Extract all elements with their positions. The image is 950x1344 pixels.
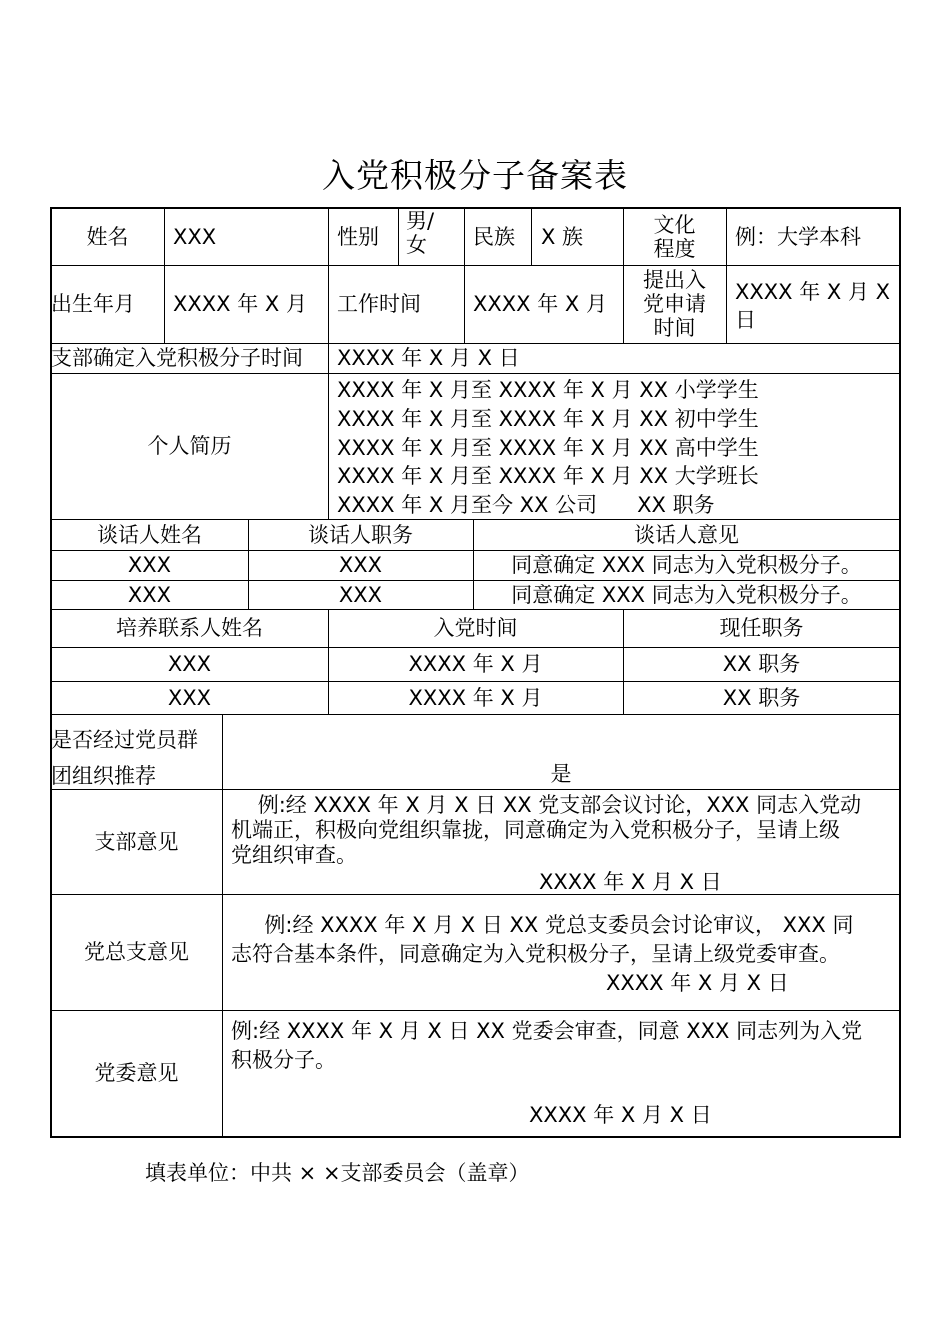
resume-line: XXXX 年 X 月至 XXXX 年 X 月 XX 小学学生	[337, 378, 759, 402]
apply-time-label-line: 提出入	[643, 268, 706, 292]
apply-time-label-line: 时间	[653, 316, 696, 340]
opinion-date: XXXX 年 X 月 X 日	[529, 1103, 712, 1127]
resume-label: 个人简历	[147, 434, 232, 458]
col-divider	[164, 209, 165, 343]
talk-cell: XXX	[127, 582, 172, 607]
contact-cell: XXXX 年 X 月	[408, 652, 543, 676]
resume-list	[337, 376, 897, 516]
contact-header-time: 入党时间	[433, 616, 518, 640]
apply-time-value-line: 日	[735, 308, 756, 332]
recommend-label-line: 是否经过党员群	[51, 728, 198, 752]
committee-opinion-text	[231, 1017, 900, 1073]
resume-line: XXXX 年 X 月至 XXXX 年 X 月 XX 初中学生	[337, 406, 759, 431]
education-label-line: 程度	[653, 237, 696, 261]
apply-time-value	[735, 278, 900, 338]
opinion-line: 积极分子。	[231, 1048, 336, 1072]
opinion-line: 例:经 XXXX 年 X 月 X 日 XX 党支部会议讨论，XXX 同志入党动	[231, 793, 862, 817]
talk-header-opinion: 谈话人意见	[634, 522, 739, 547]
resume-line: XXXX 年 X 月至 XXXX 年 X 月 XX 大学班长	[337, 464, 759, 489]
talk-cell: XXX	[338, 553, 383, 577]
gender-value-line: 男/	[406, 209, 435, 233]
opinion-date: XXXX 年 X 月 X 日	[606, 971, 789, 995]
apply-time-value-line: XXXX 年 X 月 X	[735, 280, 891, 304]
talk-cell: 同意确定 XXX 同志为入党积极分子。	[511, 553, 862, 577]
contact-header-position: 现任职务	[719, 616, 804, 640]
general-branch-opinion-label: 党总支意见	[84, 940, 189, 964]
talk-cell: XXX	[127, 553, 172, 577]
recommend-value: 是	[550, 762, 572, 786]
page-title: 入党积极分子备案表	[322, 156, 628, 195]
work-time-value: XXXX 年 X 月	[473, 292, 607, 316]
contact-cell: XX 职务	[722, 685, 801, 710]
apply-time-label-line: 党申请	[643, 292, 706, 316]
gender-value-line: 女	[406, 233, 427, 257]
recommend-label	[51, 722, 222, 786]
opinion-line: 例:经 XXXX 年 X 月 X 日 XX 党总支委员会讨论审议， XXX 同	[231, 913, 854, 937]
education-label-line: 文化	[653, 213, 696, 237]
ethnic-label: 民族	[473, 225, 515, 249]
talk-header-position: 谈话人职务	[308, 522, 413, 547]
apply-time-label	[623, 265, 726, 343]
name-value: XXX	[173, 225, 217, 249]
contact-header-name: 培养联系人姓名	[116, 616, 263, 640]
filling-unit: 填表单位：中共 × ×支部委员会（盖章）	[145, 1161, 530, 1185]
confirm-time-value: XXXX 年 X 月 X 日	[337, 346, 520, 370]
talk-header-name: 谈话人姓名	[97, 522, 202, 547]
opinion-line: 党组织审查。	[231, 843, 357, 867]
birth-label: 出生年月	[51, 292, 135, 316]
row-divider	[51, 714, 900, 715]
work-time-label: 工作时间	[337, 292, 421, 316]
talk-cell: XXX	[338, 582, 383, 607]
resume-line: XXXX 年 X 月至今 XX 公司 XX 职务	[337, 493, 715, 518]
resume-line: XXXX 年 X 月至 XXXX 年 X 月 XX 高中学生	[337, 435, 759, 460]
confirm-time-label: 支部确定入党积极分子时间	[51, 346, 303, 370]
branch-opinion-text	[231, 793, 900, 893]
gender-value	[406, 209, 464, 265]
col-divider	[464, 209, 465, 343]
contact-cell: XX 职务	[722, 652, 801, 676]
contact-cell: XXX	[167, 652, 212, 676]
ethnic-value: X 族	[541, 225, 584, 249]
name-label: 姓名	[86, 225, 129, 249]
opinion-line: 机端正，积极向党组织靠拢，同意确定为入党积极分子，呈请上级	[231, 818, 840, 842]
opinion-date: XXXX 年 X 月 X 日	[539, 870, 722, 894]
education-label	[623, 209, 726, 265]
birth-value: XXXX 年 X 月	[173, 292, 307, 316]
col-divider	[398, 209, 399, 265]
opinion-line: 志符合基本条件，同意确定为入党积极分子，呈请上级党委审查。	[231, 942, 840, 966]
opinion-line: 例:经 XXXX 年 X 月 X 日 XX 党委会审查，同意 XXX 同志列为入党	[231, 1019, 863, 1043]
contact-cell: XXXX 年 X 月	[408, 685, 543, 710]
education-value: 例：大学本科	[735, 225, 861, 249]
col-divider	[726, 209, 727, 343]
col-divider	[531, 209, 532, 265]
contact-cell: XXX	[167, 685, 212, 710]
recommend-label-line: 团组织推荐	[51, 764, 156, 788]
general-branch-opinion-text	[231, 911, 900, 1007]
col-divider	[328, 209, 329, 519]
branch-opinion-label: 支部意见	[94, 829, 179, 854]
talk-cell: 同意确定 XXX 同志为入党积极分子。	[511, 582, 862, 607]
gender-label: 性别	[337, 225, 379, 249]
committee-opinion-label: 党委意见	[94, 1061, 179, 1085]
